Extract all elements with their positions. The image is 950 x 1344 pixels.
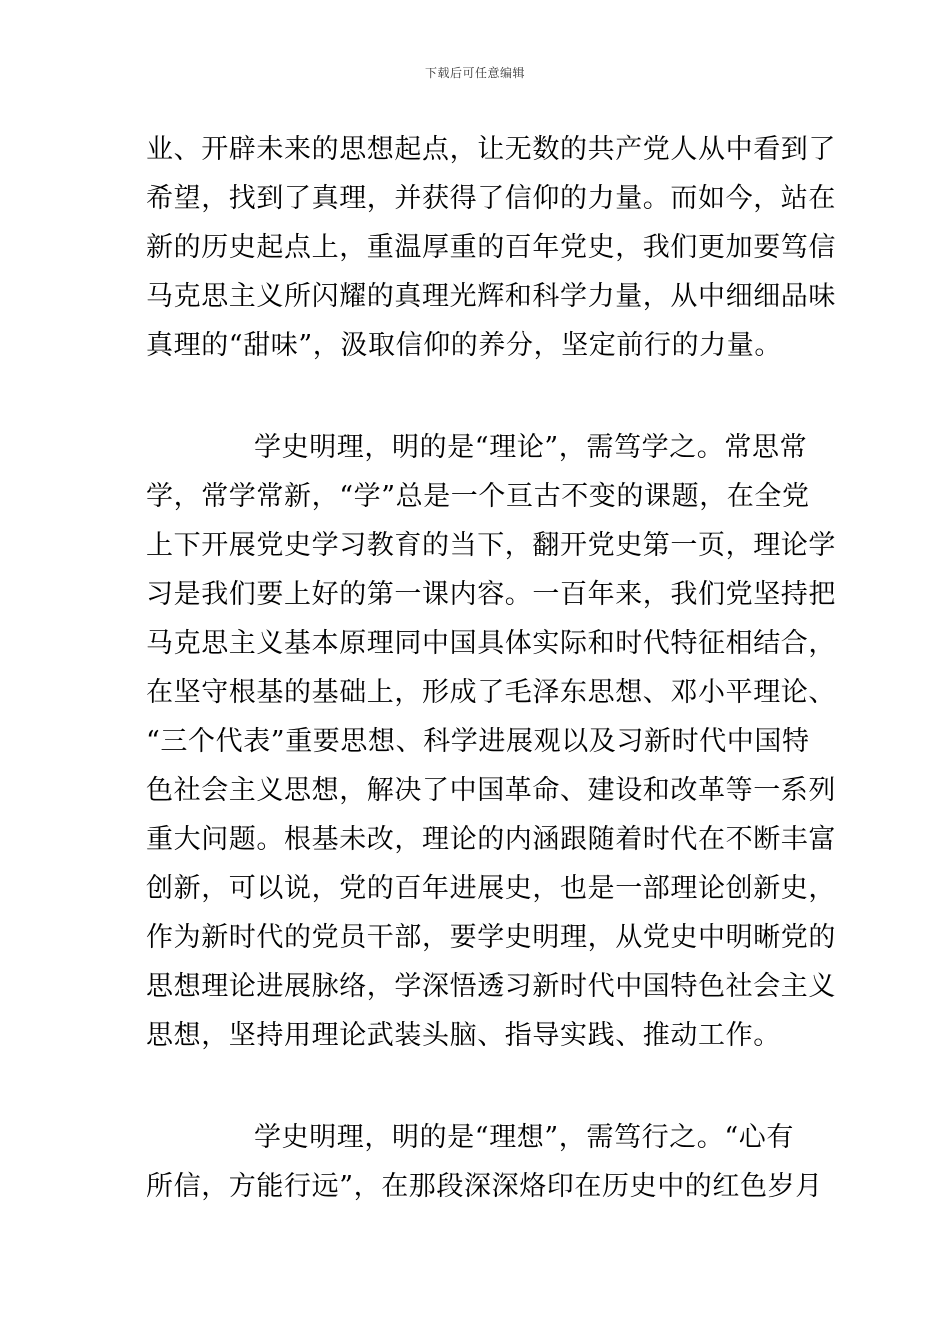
text-line: 思想，坚持用理论武装头脑、指导实践、推动工作。	[146, 1020, 781, 1051]
text-line: 新的历史起点上，重温厚重的百年党史，我们更加要笃信	[146, 232, 836, 263]
text-line: 思想理论进展脉络，学深悟透习新时代中国特色社会主义	[146, 971, 836, 1002]
text-line: 学，常学常新，“学”总是一个亘古不变的课题，在全党	[146, 481, 810, 512]
page-header: 下载后可任意编辑	[424, 66, 525, 80]
text-line: 马克思主义所闪耀的真理光辉和科学力量，从中细细品味	[146, 281, 836, 312]
paragraph-spacer	[146, 1060, 808, 1113]
text-line: 色社会主义思想，解决了中国革命、建设和改革等一系列	[146, 775, 836, 806]
text-line: 所信，方能行远”，在那段深深烙印在历史中的红色岁月	[146, 1171, 823, 1202]
text-line: “三个代表”重要思想、科学进展观以及习新时代中国特	[146, 726, 810, 757]
text-line: 重大问题。根基未改，理论的内涵跟随着时代在不断丰富	[146, 824, 836, 855]
text-line: 学史明理，明的是“理想”，需笃行之。“心有	[254, 1122, 795, 1153]
paragraph-spacer	[146, 370, 808, 423]
text-line: 希望，找到了真理，并获得了信仰的力量。而如今，站在	[146, 183, 836, 214]
document-body	[146, 125, 836, 1211]
paragraph	[146, 125, 836, 370]
text-line: 学史明理，明的是“理论”，需笃学之。常思常	[254, 432, 808, 463]
text-line: 上下开展党史学习教育的当下，翻开党史第一页，理论学	[146, 530, 836, 561]
text-line: 习是我们要上好的第一课内容。一百年来，我们党坚持把	[146, 579, 836, 610]
paragraph	[146, 423, 836, 1060]
text-line: 在坚守根基的基础上，形成了毛泽东思想、邓小平理论、	[146, 677, 836, 708]
text-line: 创新，可以说，党的百年进展史，也是一部理论创新史，	[146, 873, 836, 904]
text-line: 真理的“甜味”，汲取信仰的养分，坚定前行的力量。	[146, 330, 783, 361]
paragraph	[146, 1113, 823, 1211]
text-line: 业、开辟未来的思想起点，让无数的共产党人从中看到了	[146, 134, 836, 165]
text-line: 马克思主义基本原理同中国具体实际和时代特征相结合，	[146, 628, 836, 659]
text-line: 作为新时代的党员干部，要学史明理，从党史中明晰党的	[146, 922, 836, 953]
